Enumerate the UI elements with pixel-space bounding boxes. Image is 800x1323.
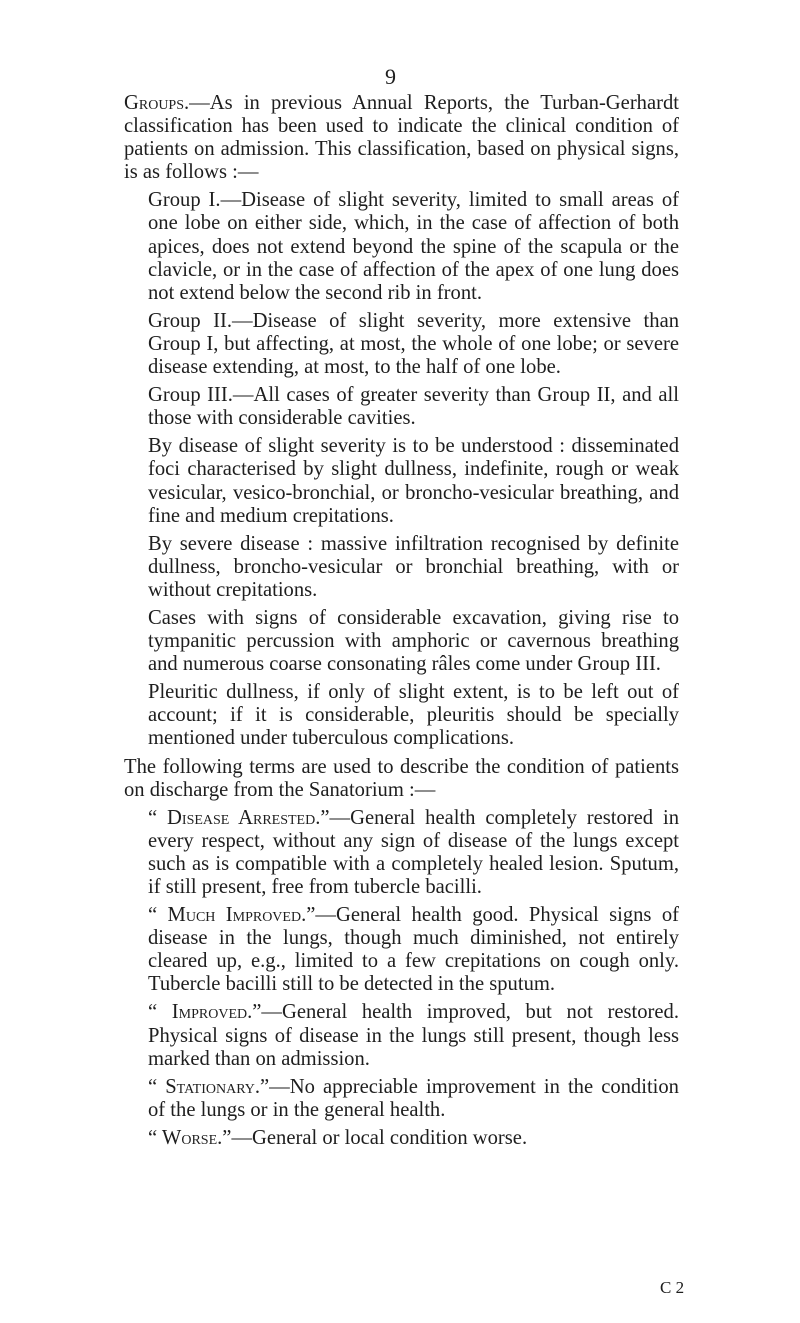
- group-text: —Disease of slight severity, more extensive than Group I, but affecting, at most, the whole of one lobe; or severe disease extending, at most, to the half of one lobe.: [148, 309, 680, 379]
- discharge-term-label: “ Improved.”: [148, 1001, 262, 1024]
- group-label: Group III.: [148, 384, 233, 407]
- discharge-term: [124, 1076, 679, 1122]
- explanation-paragraph: By severe disease : massive infiltration recognised by definite dullness, broncho-vesicular or bronchial breathing, with or without crepitations.: [148, 532, 679, 601]
- discharge-term: [124, 904, 679, 996]
- discharge-term-text: —No appreciable improvement in the condition of the lungs or in the general health.: [148, 1075, 679, 1121]
- groups-intro-text: —As in previous Annual Reports, the Turban-Gerhardt classification has been used to indicate the clinical condition of patients on admission. This classification, based on physical signs, is as follows :—: [124, 92, 679, 184]
- group-text: —All cases of greater severity than Group II, and all those with considerable cavities.: [148, 384, 679, 430]
- group-definition: [124, 189, 679, 304]
- discharge-term-label: “ Much Improved.”: [148, 904, 316, 927]
- discharge-term-label: “ Worse.”: [148, 1126, 232, 1149]
- group-definition: [124, 310, 679, 379]
- explanation-paragraph: Pleuritic dullness, if only of slight extent, is to be left out of account; if it is considerable, pleuritis should be specially mentioned under tuberculous complications.: [148, 681, 679, 750]
- page-number: 9: [385, 64, 397, 89]
- group-definition: [124, 384, 679, 430]
- groups-heading: Groups.: [124, 92, 190, 114]
- discharge-term: [124, 807, 679, 899]
- report-body: [124, 92, 679, 1155]
- signature-mark: C 2: [660, 1278, 685, 1297]
- group-label: Group I.: [148, 189, 221, 212]
- explanation-paragraph: By disease of slight severity is to be understood : disseminated foci characterised by slight dullness, indefinite, rough or weak vesicular, vesico-bronchial, or broncho-vesicular breathing, and fine and medium crepitations.: [148, 435, 679, 527]
- discharge-term: [124, 1127, 679, 1150]
- discharge-term-text: —General or local condition worse.: [231, 1126, 528, 1149]
- discharge-term-text: —General health completely restored in every respect, without any sign of disease of the lungs except such as is compatible with a completely healed lesion. Sputum, if still present, free from tubercle bacilli.: [148, 806, 679, 898]
- discharge-term-text: —General health improved, but not restored. Physical signs of disease in the lungs still present, though less marked than on admission.: [148, 1001, 679, 1070]
- discharge-term-text: —General health good. Physical signs of disease in the lungs, though much diminished, not entirely cleared up, e.g., limited to a few crepitations on cough only. Tubercle bacilli still to be detected in the sputum.: [148, 904, 679, 996]
- group-text: —Disease of slight severity, limited to small areas of one lobe on either side, which, in the case of affection of both apices, does not extend beyond the spine of the scapula or the clavicle, or in the case of affection of the apex of one lung does not extend below the second rib in front.: [148, 189, 679, 304]
- explanation-paragraph: Cases with signs of considerable excavation, giving rise to tympanitic percussion with amphoric or cavernous breathing and numerous coarse consonating râles come under Group III.: [148, 606, 679, 676]
- discharge-term-label: “ Disease Arrested.”: [148, 806, 330, 829]
- discharge-term: [124, 1001, 679, 1070]
- discharge-intro: The following terms are used to describe the condition of patients on discharge from the Sanatorium :—: [124, 755, 679, 801]
- groups-intro-paragraph: [124, 92, 679, 184]
- discharge-term-label: “ Stationary.”: [148, 1075, 270, 1098]
- group-label: Group II.: [148, 309, 232, 332]
